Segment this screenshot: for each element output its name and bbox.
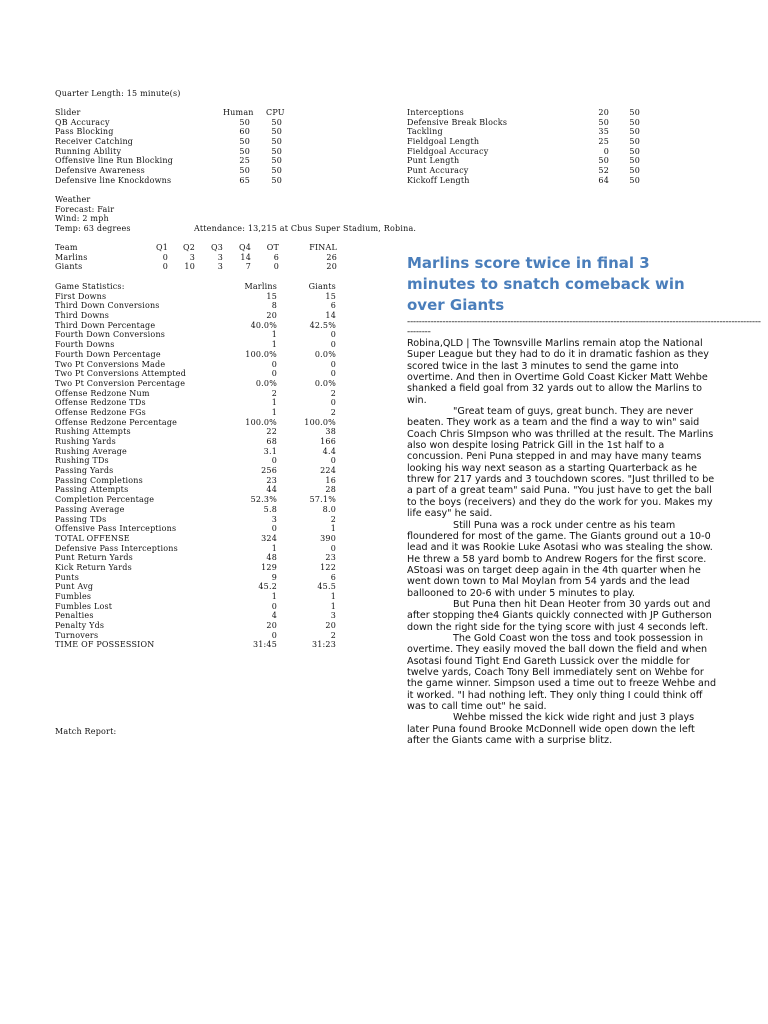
slider-row xyxy=(55,127,295,137)
sliders-right-table xyxy=(407,108,647,186)
slider-row xyxy=(55,137,295,147)
score-value: 7 xyxy=(245,262,251,272)
slider-cpu-value: 50 xyxy=(271,117,282,127)
score-header-cell: Q4 xyxy=(238,243,251,252)
stat-label: Third Downs xyxy=(55,311,110,321)
slider-cpu-value: 50 xyxy=(629,175,640,185)
slider-human-value: 65 xyxy=(239,175,250,185)
slider-row xyxy=(407,176,647,186)
slider-cpu-value: 50 xyxy=(629,146,640,156)
slider-row xyxy=(55,118,295,128)
stat-value-giants: 0.0% xyxy=(314,378,336,388)
stats-row xyxy=(55,292,345,302)
score-table xyxy=(55,243,345,272)
slider-human-value: 0 xyxy=(603,146,609,156)
score-value: 20 xyxy=(326,262,337,272)
stat-value-giants: 15 xyxy=(325,291,336,301)
stat-value-marlins: 44 xyxy=(266,485,277,495)
stat-value-giants: 20 xyxy=(325,621,336,631)
stat-value-giants: 6 xyxy=(330,572,336,582)
stat-value-giants: 2 xyxy=(330,514,336,524)
sliders-left-table xyxy=(55,108,295,186)
score-value: 10 xyxy=(184,262,195,272)
stats-row xyxy=(55,398,345,408)
stat-value-giants: 100.0% xyxy=(304,417,336,427)
score-header-cell: Q2 xyxy=(182,243,195,252)
stat-value-giants: 122 xyxy=(320,562,336,572)
stats-row xyxy=(55,544,345,554)
stats-row xyxy=(55,321,345,331)
stat-label: Offensive Pass Interceptions xyxy=(55,524,177,534)
slider-row xyxy=(55,156,295,166)
match-report-label: Match Report: xyxy=(55,727,117,736)
score-row xyxy=(55,262,345,272)
stat-value-giants: 1 xyxy=(330,592,336,601)
stats-row xyxy=(55,611,345,621)
stat-value-giants: 38 xyxy=(325,427,336,437)
slider-header-label: Slider xyxy=(55,108,81,117)
stat-value-giants: 23 xyxy=(325,553,336,563)
slider-label: Pass Blocking xyxy=(55,127,114,137)
stats-row xyxy=(55,360,345,370)
slider-label: Punt Length xyxy=(407,156,460,166)
stat-value-giants: 4.4 xyxy=(322,446,336,456)
score-team-name: Giants xyxy=(55,262,83,272)
stat-value-giants: 2 xyxy=(330,407,336,417)
stat-value-marlins: 8 xyxy=(271,301,277,311)
slider-header-cpu: CPU xyxy=(266,108,285,117)
stat-value-marlins: 1 xyxy=(271,543,277,553)
stat-label: Two Pt Conversion Percentage xyxy=(55,378,186,388)
stat-value-giants: 14 xyxy=(325,311,336,321)
stat-label: Passing TDs xyxy=(55,514,107,524)
stat-label: TIME OF POSSESSION xyxy=(55,640,155,650)
slider-label: Defensive Break Blocks xyxy=(407,117,508,127)
score-header-cell: Q3 xyxy=(210,243,223,252)
slider-human-value: 52 xyxy=(598,166,609,176)
slider-label: Running Ability xyxy=(55,146,122,156)
stat-label: Two Pt Conversions Attempted xyxy=(55,369,187,379)
stats-row xyxy=(55,515,345,525)
stat-value-marlins: 0 xyxy=(271,456,277,466)
stat-label: Offense Redzone Percentage xyxy=(55,417,178,427)
slider-human-value: 50 xyxy=(239,146,250,156)
article-divider-continued: -------- xyxy=(407,327,431,337)
score-value: 26 xyxy=(326,252,337,262)
stats-row xyxy=(55,379,345,389)
stat-value-giants: 0 xyxy=(330,359,336,369)
stat-value-marlins: 1 xyxy=(271,340,277,350)
stat-value-marlins: 0 xyxy=(271,369,277,379)
stat-label: Rushing TDs xyxy=(55,456,109,466)
stats-row xyxy=(55,640,345,650)
stat-value-giants: 0 xyxy=(330,398,336,408)
slider-cpu-value: 50 xyxy=(629,137,640,147)
score-header-cell: OT xyxy=(266,243,279,252)
stats-row xyxy=(55,592,345,602)
stat-value-marlins: 68 xyxy=(266,437,277,446)
slider-row xyxy=(407,147,647,157)
stat-value-giants: 6 xyxy=(330,301,336,311)
sliders-header-row xyxy=(55,108,295,118)
stat-value-giants: 1 xyxy=(330,601,336,611)
stat-value-marlins: 1 xyxy=(271,592,277,601)
stat-value-marlins: 5.8 xyxy=(263,504,277,514)
slider-header-human: Human xyxy=(223,108,254,117)
stat-label: Fourth Down Conversions xyxy=(55,330,166,340)
stat-value-marlins: 0 xyxy=(271,524,277,534)
stat-value-giants: 16 xyxy=(325,475,336,485)
weather-forecast: Forecast: Fair xyxy=(55,204,115,214)
attendance: Attendance: 13,215 at Cbus Super Stadium, Robina. xyxy=(194,224,417,234)
stat-label: Offense Redzone FGs xyxy=(55,407,146,417)
slider-label: Tackling xyxy=(407,127,443,137)
slider-cpu-value: 50 xyxy=(629,166,640,176)
stats-header-label: Game Statistics: xyxy=(55,282,125,291)
slider-label: Defensive line Knockdowns xyxy=(55,175,172,185)
article-divider: ------------------------------------------------------------------------------------------------------------------------ xyxy=(407,317,761,327)
stats-row xyxy=(55,437,345,447)
stat-value-marlins: 20 xyxy=(266,311,277,321)
slider-row xyxy=(55,147,295,157)
article-headline: Marlins score twice in final 3 minutes to snatch comeback win over Giants xyxy=(407,254,685,314)
score-team-name: Marlins xyxy=(55,252,88,262)
stats-row xyxy=(55,563,345,573)
stat-value-marlins: 23 xyxy=(266,475,277,485)
slider-human-value: 25 xyxy=(239,156,250,166)
game-stats-table xyxy=(55,282,345,650)
stat-value-giants: 224 xyxy=(320,466,336,476)
stat-value-marlins: 1 xyxy=(271,407,277,417)
stat-value-marlins: 48 xyxy=(266,553,277,563)
stat-value-marlins: 3.1 xyxy=(263,446,277,456)
stat-label: Passing Completions xyxy=(55,475,143,485)
stat-value-marlins: 0 xyxy=(271,601,277,611)
score-value: 3 xyxy=(217,262,223,272)
stat-label: Fumbles xyxy=(55,592,92,601)
stat-value-marlins: 0 xyxy=(271,630,277,640)
slider-row xyxy=(55,176,295,186)
slider-cpu-value: 50 xyxy=(629,156,640,166)
stats-row xyxy=(55,466,345,476)
score-header-cell: Team xyxy=(55,243,78,252)
stat-label: Rushing Attempts xyxy=(55,427,131,437)
stat-label: Rushing Average xyxy=(55,446,127,456)
stats-row xyxy=(55,621,345,631)
stat-label: Kick Return Yards xyxy=(55,562,132,572)
stat-value-giants: 2 xyxy=(330,630,336,640)
stat-value-giants: 8.0 xyxy=(322,504,336,514)
slider-human-value: 50 xyxy=(239,166,250,176)
stats-row xyxy=(55,369,345,379)
slider-row xyxy=(407,118,647,128)
stat-value-giants: 0 xyxy=(330,340,336,350)
slider-human-value: 50 xyxy=(598,156,609,166)
stat-label: Defensive Pass Interceptions xyxy=(55,543,178,553)
stat-value-marlins: 256 xyxy=(261,466,277,476)
article-body xyxy=(407,338,717,746)
slider-label: Kickoff Length xyxy=(407,175,470,185)
article-paragraph: Robina,QLD | The Townsville Marlins remain atop the National Super League but they had to do it in dramatic fashion as they scored twice in the last 3 minutes to send the game into overtime. And then in Overtime Gold Coast Kicker Matt Wehbe shanked a field goal from 32 yards out to allow the Marlins to win. xyxy=(407,338,709,406)
stat-value-giants: 28 xyxy=(325,485,336,495)
slider-cpu-value: 50 xyxy=(629,127,640,137)
slider-human-value: 50 xyxy=(598,117,609,127)
stat-value-marlins: 3 xyxy=(271,514,277,524)
slider-cpu-value: 50 xyxy=(629,108,640,117)
stat-value-marlins: 40.0% xyxy=(250,320,277,330)
stat-value-giants: 45.5 xyxy=(317,582,336,592)
slider-human-value: 25 xyxy=(598,137,609,147)
slider-cpu-value: 50 xyxy=(271,166,282,176)
stat-value-marlins: 2 xyxy=(271,388,277,398)
stats-row xyxy=(55,408,345,418)
stat-label: Fourth Down Percentage xyxy=(55,349,161,359)
stat-value-giants: 0 xyxy=(330,369,336,379)
slider-cpu-value: 50 xyxy=(271,175,282,185)
slider-label: Offensive line Run Blocking xyxy=(55,156,174,166)
stat-label: Turnovers xyxy=(55,630,99,640)
stat-value-marlins: 1 xyxy=(271,330,277,340)
slider-label: QB Accuracy xyxy=(55,117,110,127)
stat-value-marlins: 1 xyxy=(271,398,277,408)
stat-value-giants: 166 xyxy=(320,437,336,446)
article-paragraph: The Gold Coast won the toss and took possession in overtime. They easily moved the ball down the field and when Asotasi found Tight End Gareth Lussick over the middle for twelve yards, Coach Tony Bell immediately sent on Wehbe for the game winner. Simpson used a time out to freeze Wehbe and it worked. "I had nothing left. They only thing I could think off was to call time out" he said. xyxy=(407,632,717,712)
score-value: 0 xyxy=(162,252,168,262)
article-paragraph: Still Puna was a rock under centre as his team floundered for most of the game. The Giants ground out a 10-0 lead and it was Rookie Luke Asotasi who was stealing the show. He threw a 58 yard bomb to Andrew Rogers for the first score. AStoasi was on target deep again in the 4th quarter when he went down town to Mal Moylan from 54 yards and the lead ballooned to 20-6 with under 5 minutes to play. xyxy=(407,519,713,599)
stat-value-marlins: 100.0% xyxy=(245,349,277,359)
score-value: 3 xyxy=(217,252,223,262)
stat-value-marlins: 45.2 xyxy=(258,582,277,592)
stat-label: Passing Average xyxy=(55,504,125,514)
stats-row xyxy=(55,418,345,428)
stats-row xyxy=(55,495,345,505)
stats-row xyxy=(55,553,345,563)
stat-label: TOTAL OFFENSE xyxy=(55,533,130,543)
slider-row xyxy=(55,166,295,176)
score-row xyxy=(55,253,345,263)
slider-label: Fieldgoal Accuracy xyxy=(407,146,489,156)
stats-row xyxy=(55,447,345,457)
stat-label: Fourth Downs xyxy=(55,340,115,350)
stat-label: Offense Redzone TDs xyxy=(55,398,146,408)
slider-human-value: 64 xyxy=(598,175,609,185)
weather-heading: Weather xyxy=(55,195,91,204)
slider-row xyxy=(407,108,647,118)
stat-value-marlins: 22 xyxy=(266,427,277,437)
score-header-cell: FINAL xyxy=(309,243,337,252)
stat-label: Third Down Percentage xyxy=(55,320,156,330)
article-paragraph: "Great team of guys, great bunch. They are never beaten. They work as a team and the find a way to win" said Coach Chris SImpson who was thrilled at the result. The Marlins also won despite losing Patrick Gill in the 1st half to a concussion. Peni Puna stepped in and may have many teams looking his way next season as a starting Quarterback as he threw for 217 yards and 3 touchdown scores. "Just thrilled to be a part of a great team" said Puna. "You just have to get the ball to the boys (receivers) and they do the work for you. Makes my life easy" he said. xyxy=(407,406,715,520)
stat-label: Penalty Yds xyxy=(55,621,105,631)
stats-row xyxy=(55,602,345,612)
stat-value-giants: 3 xyxy=(330,611,336,621)
stats-row xyxy=(55,330,345,340)
stat-label: Punt Avg xyxy=(55,582,94,592)
slider-label: Fieldgoal Length xyxy=(407,137,480,147)
weather-wind: Wind: 2 mph xyxy=(55,214,109,224)
slider-human-value: 60 xyxy=(239,127,250,137)
stat-value-giants: 0 xyxy=(330,543,336,553)
stat-value-marlins: 0.0% xyxy=(255,378,277,388)
stat-value-giants: 42.5% xyxy=(309,320,336,330)
score-value: 3 xyxy=(189,252,195,262)
slider-row xyxy=(407,137,647,147)
stats-row xyxy=(55,311,345,321)
score-value: 14 xyxy=(240,252,251,262)
slider-label: Defensive Awareness xyxy=(55,166,145,176)
stat-value-marlins: 129 xyxy=(261,562,277,572)
stat-label: Third Down Conversions xyxy=(55,301,160,311)
stat-label: Passing Attempts xyxy=(55,485,129,495)
stat-label: Passing Yards xyxy=(55,466,114,476)
stats-row xyxy=(55,582,345,592)
stats-header-row xyxy=(55,282,345,292)
stat-value-marlins: 100.0% xyxy=(245,417,277,427)
stat-label: Completion Percentage xyxy=(55,495,155,505)
slider-cpu-value: 50 xyxy=(271,127,282,137)
score-value: 0 xyxy=(162,262,168,272)
weather-block xyxy=(55,195,475,234)
stat-value-marlins: 0 xyxy=(271,359,277,369)
stat-value-marlins: 31:45 xyxy=(252,640,277,650)
article-paragraph: Wehbe missed the kick wide right and just 3 plays later Puna found Brooke McDonnell wide open down the left after the Giants came with a surprise blitz. xyxy=(407,712,695,747)
stat-label: Punts xyxy=(55,572,80,582)
stat-value-marlins: 20 xyxy=(266,621,277,631)
slider-cpu-value: 50 xyxy=(629,117,640,127)
stat-value-giants: 0 xyxy=(330,456,336,466)
stat-value-giants: 0 xyxy=(330,330,336,340)
stats-row xyxy=(55,301,345,311)
slider-human-value: 50 xyxy=(239,137,250,147)
stat-label: First Downs xyxy=(55,291,107,301)
slider-human-value: 50 xyxy=(239,117,250,127)
score-value: 6 xyxy=(273,252,279,262)
stat-value-marlins: 324 xyxy=(261,533,277,543)
stat-value-marlins: 52.3% xyxy=(250,495,277,505)
stat-value-giants: 31:23 xyxy=(311,640,336,650)
quarter-length: Quarter Length: 15 minute(s) xyxy=(55,89,181,98)
slider-cpu-value: 50 xyxy=(271,146,282,156)
stat-label: Penalties xyxy=(55,611,94,621)
slider-row xyxy=(407,156,647,166)
slider-cpu-value: 50 xyxy=(271,137,282,147)
stat-label: Offense Redzone Num xyxy=(55,388,150,398)
stats-row xyxy=(55,340,345,350)
stat-label: Fumbles Lost xyxy=(55,601,113,611)
stats-row xyxy=(55,476,345,486)
slider-row xyxy=(407,166,647,176)
stats-header-team-b: Giants xyxy=(308,282,336,291)
stat-label: Two Pt Conversions Made xyxy=(55,359,166,369)
stats-row xyxy=(55,534,345,544)
stats-row xyxy=(55,456,345,466)
stat-value-giants: 57.1% xyxy=(309,495,336,505)
slider-human-value: 35 xyxy=(598,127,609,137)
stat-value-giants: 390 xyxy=(320,533,336,543)
stat-value-giants: 2 xyxy=(330,388,336,398)
stats-row xyxy=(55,505,345,515)
score-header-row xyxy=(55,243,345,253)
stats-row xyxy=(55,524,345,534)
stats-row xyxy=(55,389,345,399)
stats-header-team-a: Marlins xyxy=(244,282,277,291)
stats-row xyxy=(55,427,345,437)
score-value: 0 xyxy=(273,262,279,272)
stat-value-marlins: 4 xyxy=(271,611,277,621)
weather-temp: Temp: 63 degrees xyxy=(55,224,131,234)
slider-label: Punt Accuracy xyxy=(407,166,469,176)
slider-human-value: 20 xyxy=(598,108,609,117)
slider-row xyxy=(407,127,647,137)
stat-value-marlins: 9 xyxy=(271,572,277,582)
stat-value-giants: 1 xyxy=(330,524,336,534)
stat-value-giants: 0.0% xyxy=(314,349,336,359)
slider-cpu-value: 50 xyxy=(271,156,282,166)
stats-row xyxy=(55,350,345,360)
stat-label: Punt Return Yards xyxy=(55,553,133,563)
stat-label: Rushing Yards xyxy=(55,437,116,446)
slider-label: Receiver Catching xyxy=(55,137,134,147)
article-paragraph: But Puna then hit Dean Heoter from 30 yards out and after stopping the4 Giants quickly connected with JP Gutherson down the right side for the tying score with just 4 seconds left. xyxy=(407,598,712,633)
stat-value-marlins: 15 xyxy=(266,291,277,301)
stats-row xyxy=(55,631,345,641)
stats-row xyxy=(55,485,345,495)
stats-row xyxy=(55,573,345,583)
score-header-cell: Q1 xyxy=(155,243,168,252)
slider-label: Interceptions xyxy=(407,108,464,117)
